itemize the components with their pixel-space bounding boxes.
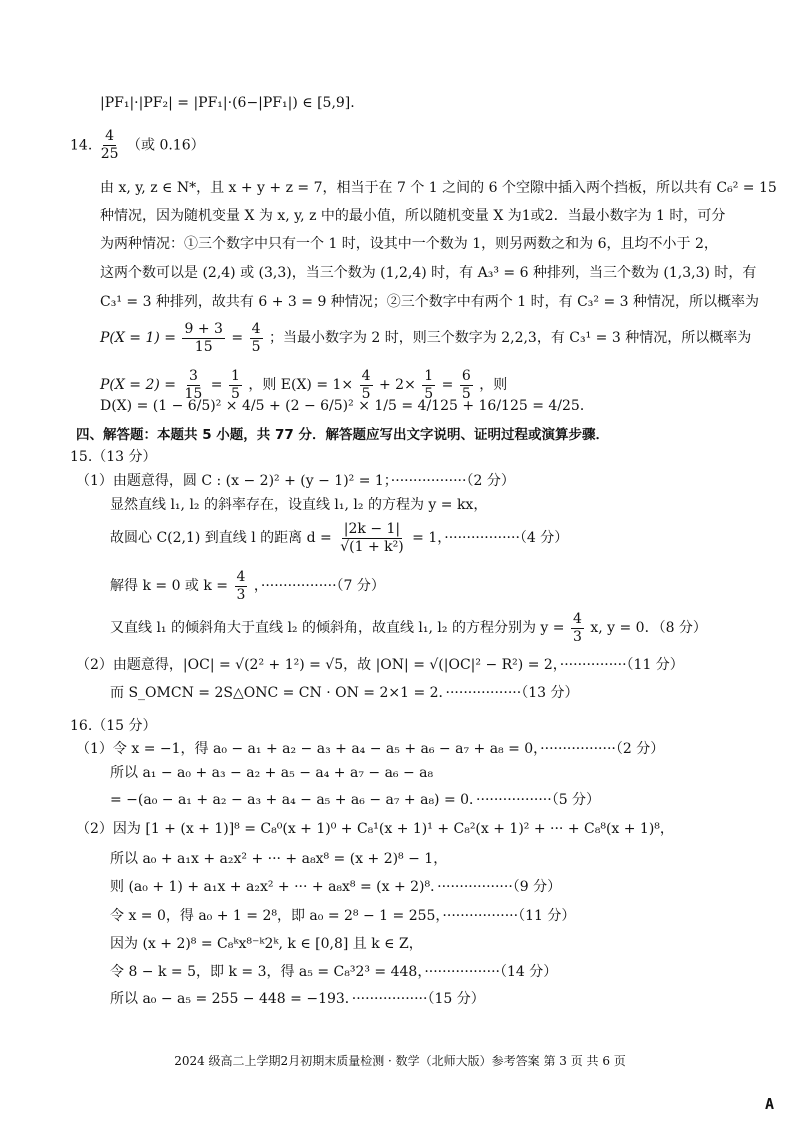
denominator: 15 — [194, 338, 213, 355]
q16-part2-line5: 因为 (x + 2)⁸ = C₈ᵏx⁸⁻ᵏ2ᵏ, k ∈ [0,8] 且 k ∈ Z， — [110, 936, 423, 952]
numerator: 4 — [105, 128, 115, 144]
px1-text: ；当最小数字为 2 时，则三个数字为 2,2,3，有 C₃¹ = 3 种情况，所以概率为 — [268, 330, 752, 346]
section-4-heading: 四、解答题：本题共 5 小题，共 77 分．解答题应写出文字说明、证明过程或演算步骤． — [76, 427, 609, 443]
variance-line: D(X) = (1 − 6/5)² × 4/5 + (2 − 6/5)² × 1/5 = 4/125 + 16/125 = 4/25． — [100, 398, 594, 414]
q14-line-5: C₃¹ = 3 种排列，故共有 6 + 3 = 9 种情况；②三个数字中有两个 1 时，有 C₃² = 3 种情况，所以概率为 — [100, 294, 759, 310]
numerator: 1 — [424, 367, 434, 384]
q16-part1-line3: = −(a₀ − a₁ + a₂ − a₃ + a₄ − a₅ + a₆ − a₇ + a₈) = 0．·················（5 分） — [110, 792, 601, 808]
px1-label: P(X = 1) = — [100, 330, 177, 346]
q15-part2-line1: （2）由题意得，|OC| = √(2² + 1²) = √5，故 |ON| = √(|OC|² − R²) = 2，···············（11 分） — [76, 657, 684, 673]
q15-part1-line4 — [110, 566, 385, 606]
numerator: 4 — [572, 610, 582, 627]
denominator: 3 — [236, 586, 246, 603]
q16-part1-line2: 所以 a₁ − a₀ + a₃ − a₂ + a₅ − a₄ + a₇ − a₆ − a₈ — [110, 765, 434, 781]
solve-score: ，·················（7 分） — [253, 578, 385, 594]
distance-score: = 1，·················（4 分） — [412, 530, 569, 546]
lines-label: 又直线 l₁ 的倾斜角大于直线 l₂ 的倾斜角，故直线 l₁, l₂ 的方程分别为 y = — [110, 620, 565, 636]
expectation-label: ，则 E(X) = 1× — [248, 377, 354, 393]
q16-part2-line7: 所以 a₀ − a₅ = 255 − 448 = −193．·················（15 分） — [110, 991, 485, 1007]
q16-part2-line1: （2）因为 [1 + (x + 1)]⁸ = C₈⁰(x + 1)⁰ + C₈¹(x + 1)¹ + C₈²(x + 1)² + ··· + C₈⁸(x + 1)⁸， — [76, 821, 674, 837]
q14-line-4: 这两个数可以是 (2,4) 或 (3,3)，当三个数为 (1,2,4) 时，有 A₃³ = 6 种排列，当三个数为 (1,3,3) 时，有 — [100, 265, 757, 281]
q14-line-1: 由 x, y, z ∈ N*，且 x + y + z = 7，相当于在 7 个 1 之间的 6 个空隙中插入两个挡板，所以共有 C₆² = 15 — [100, 180, 777, 196]
equals: = — [231, 330, 244, 346]
q15-part2-line2: 而 S_OMCN = 2S△ONC = CN · ON = 2×1 = 2．·················（13 分） — [110, 685, 579, 701]
numerator: 4 — [236, 568, 246, 585]
version-mark: A — [765, 1095, 775, 1113]
denominator: 5 — [361, 385, 371, 402]
denominator: 5 — [461, 385, 471, 402]
fraction — [571, 611, 584, 646]
line-pf-range: |PF₁|·|PF₂| = |PF₁|·(6−|PF₁|) ∈ [5,9]. — [100, 95, 355, 111]
q14-line-3: 为两种情况：①三个数字中只有一个 1 时，设其中一个数为 1，则另两数之和为 6，且均不小于 2， — [100, 236, 718, 252]
distance-label: 故圆心 C(2,1) 到直线 l 的距离 d = — [110, 530, 332, 546]
px2-label: P(X = 2) = — [100, 377, 177, 393]
denominator: 5 — [424, 385, 434, 402]
plus-term: + 2× — [379, 377, 416, 393]
q14-number: 14. — [70, 137, 93, 154]
q15-part1-line1: （1）由题意得，圆 C : (x − 2)² + (y − 1)² = 1；·················（2 分） — [76, 473, 515, 489]
q14-fraction — [99, 128, 121, 163]
q15-heading: 15.（13 分） — [70, 449, 157, 465]
denominator: 25 — [100, 146, 119, 162]
numerator: 1 — [230, 367, 240, 384]
q14-alt-answer: （或 0.16） — [127, 137, 205, 154]
fraction — [235, 569, 248, 604]
denominator: √(1 + k²) — [340, 538, 404, 555]
numerator: 6 — [461, 367, 471, 384]
q16-part1-line1: （1）令 x = −1，得 a₀ − a₁ + a₂ − a₃ + a₄ − a₅ + a₆ − a₇ + a₈ = 0，·················（2 分） — [76, 741, 665, 757]
q16-heading: 16.（15 分） — [70, 718, 157, 734]
denominator: 3 — [572, 628, 582, 645]
fraction — [250, 321, 263, 356]
q14-line-px1 — [100, 318, 751, 358]
fraction — [182, 321, 224, 356]
q14-answer — [70, 128, 205, 163]
numerator: 4 — [361, 367, 371, 384]
denominator: 5 — [251, 338, 261, 355]
q16-part2-line2: 所以 a₀ + a₁x + a₂x² + ··· + a₈x⁸ = (x + 2)⁸ − 1， — [110, 851, 448, 867]
q14-line-2: 种情况，因为随机变量 X 为 x, y, z 中的最小值，所以随机变量 X 为1或2．当最小数字为 1 时，可分 — [100, 208, 726, 224]
q16-part2-line4: 令 x = 0，得 a₀ + 1 = 2⁸，即 a₀ = 2⁸ − 1 = 255，·················（11 分） — [110, 908, 576, 924]
numerator: 3 — [188, 367, 198, 384]
q15-part1-line2: 显然直线 l₁, l₂ 的斜率存在，设直线 l₁, l₂ 的方程为 y = kx， — [110, 497, 488, 513]
q15-part1-line3 — [110, 516, 568, 560]
page-footer: 2024 级高二上学期2月初期末质量检测 · 数学（北师大版）参考答案 第 3 页 共 6 页 — [174, 1054, 626, 1068]
solve-label: 解得 k = 0 或 k = — [110, 578, 229, 594]
then-text: ，则 — [479, 377, 508, 393]
numerator: 4 — [251, 320, 261, 337]
denominator: 5 — [230, 385, 240, 402]
q16-part2-line6: 令 8 − k = 5，即 k = 3，得 a₅ = C₈³2³ = 448，·················（14 分） — [110, 964, 558, 980]
distance-fraction — [338, 521, 405, 556]
numerator: |2k − 1| — [343, 520, 401, 537]
q15-part1-line5 — [110, 608, 707, 648]
denominator: 15 — [184, 385, 203, 402]
equals: = — [441, 377, 454, 393]
numerator: 9 + 3 — [184, 320, 223, 337]
equals: = — [210, 377, 223, 393]
q16-part2-line3: 则 (a₀ + 1) + a₁x + a₂x² + ··· + a₈x⁸ = (x + 2)⁸．·················（9 分） — [110, 879, 562, 895]
lines-score: x, y = 0．（8 分） — [590, 620, 707, 636]
